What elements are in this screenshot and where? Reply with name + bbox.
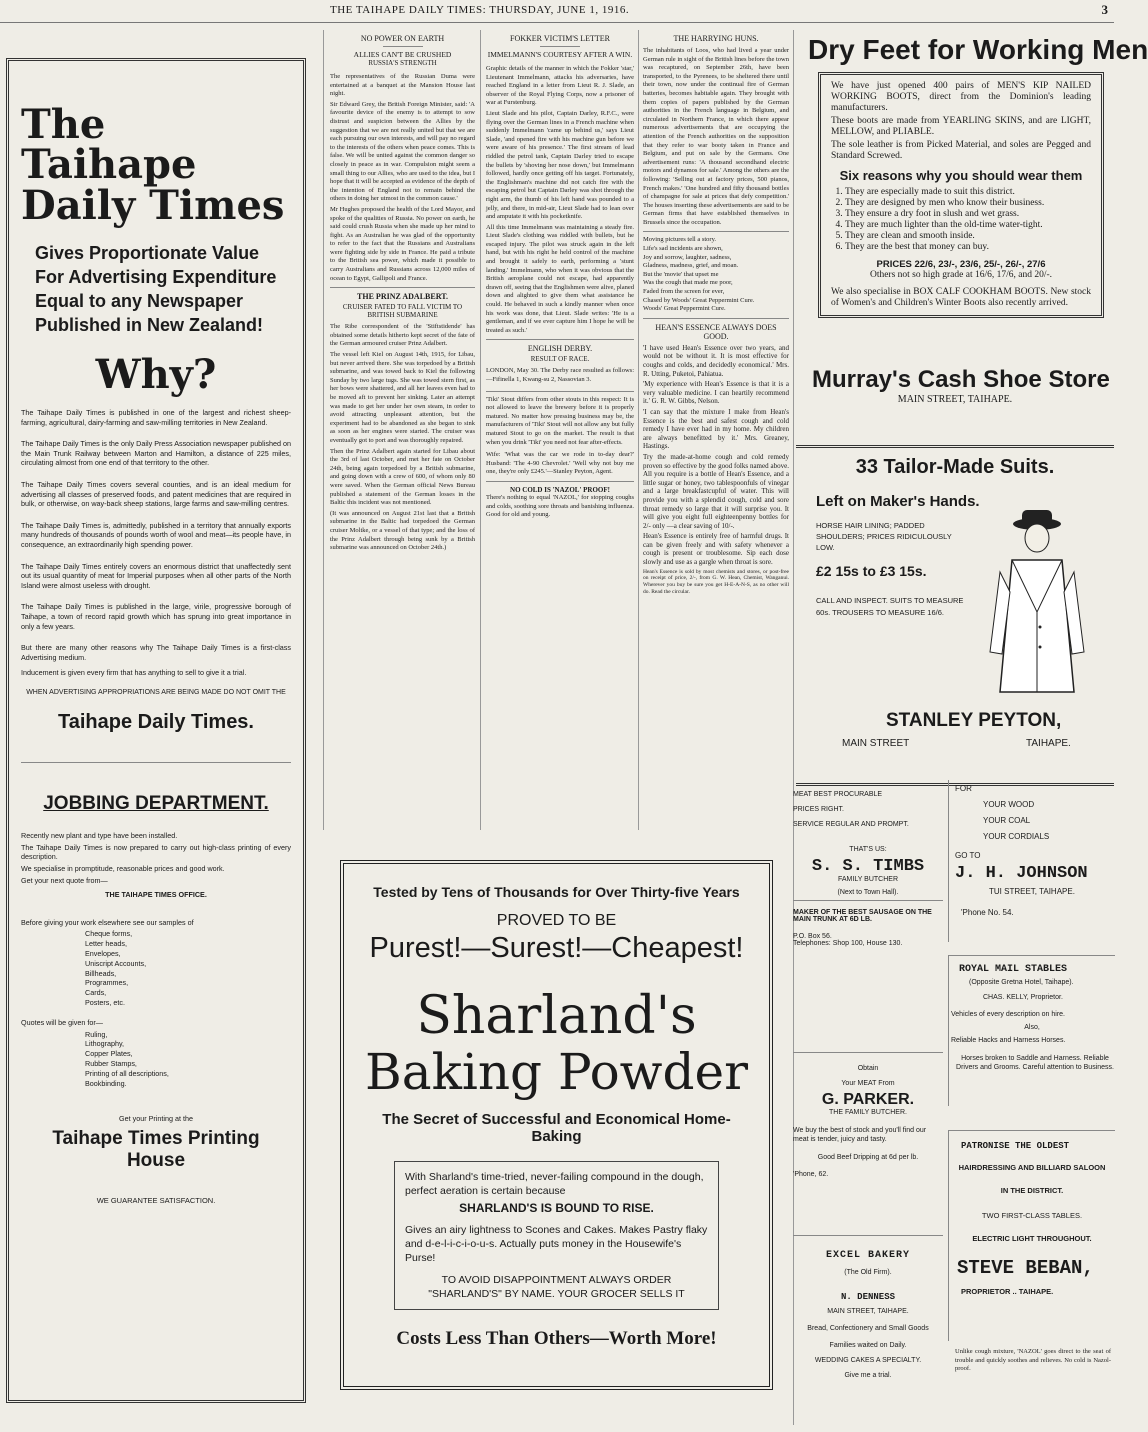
divider	[486, 339, 634, 340]
sausage-line: MAKER OF THE BEST SAUSAGE ON THE MAIN TRUNK AT 6D LB.	[793, 909, 932, 923]
address: MAIN STREET, TAIHAPE.	[827, 1308, 909, 1315]
phone: 'Phone, 62.	[793, 1171, 829, 1178]
reasons-text	[21, 408, 291, 678]
paragraph: The vessel left Kiel on August 14th, 1915, for Libau, but never arrived there. She was torpedoed by a British submarine, and was towed back to Kiel the following Sunday by two large tugs. She was towed stern first, as her bows were shattered, and all her leaves even had to be moved aft to prevent her sinking. Later an attempt was made to get her under her own steam, in order to avoid attracting unpleasant attention, but the experiment had to be abandoned as she began to sink as soon as her engines were started. The cruiser was eventually got to port and was thoroughly repaired.	[330, 351, 475, 444]
heans-essence-ad	[643, 344, 789, 596]
list-item: YOUR WOOD	[983, 800, 1035, 809]
article-body	[486, 65, 634, 335]
list-item: 5. They are clean and smooth inside.	[845, 231, 1091, 242]
prices: PRICES 22/6, 23/-, 23/6, 25/-, 26/-, 27/6	[876, 259, 1046, 270]
article-body	[330, 73, 475, 283]
paragraph: Recently new plant and type have been installed.	[21, 830, 178, 840]
stock-text: We buy the best of stock and you'll find our meat is tender, juicy and tasty.	[793, 1127, 927, 1143]
news-column-3	[486, 34, 634, 840]
trial-line: Give me a trial.	[844, 1372, 892, 1379]
list-item: Lithography,	[85, 1039, 125, 1049]
poem-line: Chased by Woods' Great Peppermint Cure.	[643, 296, 755, 304]
proprietor: CHAS. KELLY, Proprietor.	[983, 994, 1063, 1001]
subheadline: RESULT OF RACE.	[530, 355, 590, 364]
royal-mail-stables-ad	[948, 955, 1115, 1106]
divider	[643, 231, 789, 232]
butcher-trade: FAMILY BUTCHER	[837, 876, 899, 883]
info-text: Gives an airy lightness to Scones and Cakes. Makes Pastry flaky and d-e-l-i-c-i-o-u-s. Actually puts money in the Housewife's Purse!	[405, 1224, 708, 1264]
quotes-intro: Quotes will be given for—	[21, 1017, 103, 1027]
man-in-suit-illustration	[982, 502, 1092, 702]
paragraph: (It was announced on August 21st last that a British submarine in the Baltic had torpedoed the German cruiser Moltke, or a vessel of that type; and the loss of the Prinz Adalbert through being sunk by a British submarine was announced on October 24th.)	[330, 509, 475, 552]
steve-beban-ad	[948, 1130, 1115, 1341]
reasons-heading: Six reasons why you should wear them	[839, 168, 1083, 183]
nazol-footer-ad	[955, 1348, 1111, 1398]
patronise-line: PATRONISE THE OLDEST	[961, 1141, 1070, 1151]
poem-line: Was the cough that made me poor,	[643, 279, 733, 287]
your-meat-line: Your MEAT From	[841, 1080, 895, 1087]
tagline-line: Gives Proportionate Value	[35, 243, 260, 263]
paragraph: These boots are made from YEARLING SKINS, and are LIGHT, MELLOW, and PLIABLE.	[831, 116, 1091, 137]
divider	[540, 46, 580, 47]
paragraph: Try the made-at-home cough and cold remedy proven so effective by the good folks named above. All you require is a bottle of Hean's Essence, and a little sugar or honey, two tablespoonfuls of vinegar and a large breakfastcupful of water. This will provide you with a splendid cough, cold and sore throat remedy so large that it will surprise you. It will give you eight full eighteenpenny bottles for 2/- only —a clear saving of 10/-.	[643, 452, 789, 530]
samples-intro: Before giving your work elsewhere see our samples of	[21, 917, 194, 927]
list-item: Cards,	[85, 988, 107, 998]
list-item: Billheads,	[85, 968, 117, 978]
johnson-items	[983, 797, 1115, 845]
families-line: Families waited on Daily.	[829, 1342, 907, 1349]
column-rule	[638, 30, 639, 830]
headline: THE PRINZ ADALBERT.	[357, 292, 448, 302]
stables-name: ROYAL MAIL STABLES	[959, 964, 1068, 975]
bakery-name: EXCEL BAKERY	[825, 1250, 910, 1261]
paragraph: Get your next quote from—	[21, 876, 108, 886]
headline: HEAN'S ESSENCE ALWAYS DOES GOOD.	[655, 322, 777, 341]
list-item: Rubber Stamps,	[85, 1059, 137, 1069]
list-item: Envelopes,	[85, 949, 121, 959]
parker-ad	[793, 1052, 943, 1231]
divider	[793, 900, 943, 901]
district-line: IN THE DISTRICT.	[1000, 1186, 1064, 1195]
article-body	[330, 323, 475, 552]
murrays-ad	[800, 362, 1110, 422]
also-label: Also,	[1024, 1024, 1040, 1031]
store-address: MAIN STREET, TAIHAPE.	[897, 394, 1013, 405]
paragraph: But there are many other reasons why The Taihape Daily Times is a first-class Advertising medium.	[21, 643, 291, 662]
list-item: Copper Plates,	[85, 1049, 133, 1059]
butcher-name: S. S. TIMBS	[811, 857, 925, 876]
boots-box	[818, 72, 1104, 318]
paragraph: The Taihape Daily Times is, admittedly, published in a territory that annually exports many hundreds of thousands of pounds worth of wool and meat—its people have, in consequence, an extraordinarily high spending power.	[21, 520, 291, 549]
purest-line: Purest!—Surest!—Cheapest!	[369, 932, 744, 964]
paragraph: 'My experience with Hean's Essence is that it is a very valuable medicine. I can heartily recommend it.' G. R. W. Gibbs, Nelson.	[643, 380, 789, 406]
johnson-ad	[948, 780, 1115, 942]
paragraph: The Ribe correspondent of the 'Stiftstidende' has obtained some details hitherto kept secret of the fate of the German armoured cruiser Prinz Adalbert.	[330, 323, 475, 348]
telephones: Telephones: Shop 100, House 130.	[793, 940, 903, 947]
paragraph: The inhabitants of Loos, who had lived a year under German rule in sight of the British lines before the town was recaptured, on September 26th, have been transported, to the Pyrenees, to be sheltered there until their town, now under the continual fire of German batteries, becomes habitable again. They brought with them copies of papers published by the German authorities in the French language in Belgium, and circulated in Northern France, in which there appear numerous advertisements that are occupying the attention of the French authorities on the supposition that they refer to war booty taken in France and Belgium, and put on sale by the Germans. One advertisement runs: 'A thousand secondhand electric motors and dynamos for sale.' Among the others are the following: 'Selling out at factory prices, 500 pianos, French makes.' 'One hundred and fifty thousand bottles of champagne for sale at prices that defy competition.' The houses inserting these advertisements are said to be German firms that have established themselves in Brussels since the occupation.	[643, 47, 789, 226]
list-item: YOUR CORDIALS	[983, 832, 1050, 841]
list-item: 4. They are much lighter than the old-time water-tight.	[845, 220, 1091, 231]
cakes-line: WEDDING CAKES A SPECIALTY.	[814, 1357, 922, 1364]
list-item: YOUR COAL	[983, 816, 1031, 825]
dry-feet-ad	[800, 30, 1148, 360]
paragraph: The representatives of the Russian Duma were entertained at a banquet at the Mansion House last night.	[330, 73, 475, 98]
sharlands-info-box	[394, 1161, 719, 1310]
masthead	[0, 0, 1114, 23]
running-head: THE TAIHAPE DAILY TIMES: THURSDAY, JUNE 1, 1916.	[330, 4, 630, 16]
poem-line: But the 'movie' that upset me	[643, 270, 719, 278]
paragraph: Mr Hughes proposed the health of the Lord Mayor, and spoke of the qualities of Russia. No power on earth, he said could crush Russia when she made up her mind to fight. As an Australian he was glad of the opportunity to refer to the fact that the Russians and Australians were fighting side by side in France. He paid a tribute to the British sea power, which made it possible to carry Australians and Russians across 12,000 miles of ocean to Egypt, Gallipoli and France.	[330, 205, 475, 282]
bound-to-rise: SHARLAND'S IS BOUND TO RISE.	[459, 1201, 654, 1215]
list-item: Letter heads,	[85, 939, 127, 949]
service-line: Vehicles of every description on hire.	[951, 1011, 1066, 1018]
chevrolet-ad: Wife: 'What was the car we rode in to-day dear?' Husband: 'The 4-90 Chevrolet.' 'Well why not buy me one, they're only £245.'—Stanley Peyton, Agent.	[486, 451, 634, 476]
dripping-line: Good Beef Dripping at 6d per lb.	[817, 1154, 919, 1161]
reasons-list	[845, 187, 1091, 253]
tagline-line: Published in New Zealand!	[35, 315, 264, 335]
tagline-line: Equal to any Newspaper	[35, 291, 244, 311]
for-label: FOR	[955, 784, 972, 793]
peppermint-poem	[643, 236, 789, 313]
price-range: £2 15s to £3 15s.	[816, 563, 927, 579]
column-rule	[480, 30, 481, 830]
paragraph: Then the Prinz Adalbert again started for Libau about the 3rd of last October, and met her fate on October 24th, being again torpedoed by a British submarine, and going down with a crew of 600, of whom only 80 were saved. When the German official News Bureau published a statement of the German losses in the Baltic this incident was not mentioned.	[330, 447, 475, 507]
service-line: Reliable Hacks and Harness Horses.	[951, 1037, 1066, 1044]
saloon-line: HAIRDRESSING AND BILLIARD SALOON	[958, 1163, 1106, 1172]
poem-line: Woods' Great Peppermint Cure.	[643, 305, 726, 313]
list-item: Ruling,	[85, 1029, 108, 1039]
slogan-line: MEAT BEST PROCURABLE	[793, 791, 883, 798]
obtain-line: Obtain	[857, 1065, 879, 1072]
list-item: Printing of all descriptions,	[85, 1068, 169, 1078]
headline: FOKKER VICTIM'S LETTER	[510, 34, 610, 43]
list-item: Uniscript Accounts,	[85, 958, 147, 968]
paragraph: The Taihape Daily Times is published in the large, virile, progressive borough of Taihape, a town of record rapid growth which has sprung into great importance in only a few years.	[21, 602, 291, 631]
info-text: With Sharland's time-tried, never-failing compound in the dough, perfect aeration is certain because	[405, 1171, 704, 1197]
poem-line: Faded from the screen for ever,	[643, 288, 725, 296]
jobbing-title: JOBBING DEPARTMENT.	[43, 792, 269, 814]
call-inspect: CALL AND INSPECT. SUITS TO MEASURE 60s. TROUSERS TO MEASURE 16/6.	[816, 596, 964, 617]
subheadline: RUSSIA'S STRENGTH	[368, 59, 437, 67]
list-item: 6. They are the best that money can buy.	[845, 242, 1091, 253]
left-line: Left on Maker's Hands.	[816, 493, 980, 510]
subheadline: CRUISER FATED TO FALL VICTIM TO BRITISH SUBMARINE	[342, 303, 463, 320]
go-to-label: GO TO	[955, 851, 981, 860]
paragraph: We specialise in promptitude, reasonable prices and good work.	[21, 864, 225, 874]
news-column-4	[643, 34, 789, 846]
old-firm: (The Old Firm).	[844, 1269, 892, 1276]
slogan-line: PRICES RIGHT.	[793, 806, 844, 813]
merchant-name: J. H. JOHNSON	[955, 864, 1088, 883]
tables-line: TWO FIRST-CLASS TABLES.	[981, 1211, 1083, 1220]
signature: Taihape Daily Times.	[57, 710, 254, 733]
nazol-headline: NO COLD IS 'NAZOL' PROOF!	[510, 485, 610, 494]
proved-line: PROVED TO BE	[496, 912, 617, 929]
owner-name: N. DENNESS	[840, 1292, 895, 1302]
butcher-trade: THE FAMILY BUTCHER.	[829, 1109, 907, 1116]
list-item: Cheque forms,	[85, 929, 133, 939]
divider	[21, 762, 291, 763]
headline: ENGLISH DERBY.	[527, 344, 593, 354]
poem-line: Moving pictures tell a story.	[643, 236, 717, 244]
paragraph: The Taihape Daily Times is the only Daily Press Association newspaper published on the Main Trunk Railway between Marton and Hamilton, a distance of 225 miles, circulating almost from one end of that territory to the other.	[21, 439, 291, 468]
paragraph: The Taihape Daily Times is published in one of the largest and richest sheep-farming, agricultural, dairy-farming and saw-milling territories in New Zealand.	[21, 408, 291, 427]
suit-description: HORSE HAIR LINING; PADDED SHOULDERS; PRICES RIDICULOUSLY LOW.	[816, 521, 952, 552]
derby-result: LONDON, May 30. The Derby race resulted as follows:—Fifinella 1, Kwang-su 2, Nassovian 3.	[486, 367, 634, 383]
paragraph: Hean's Essence is entirely free of harmful drugs. It can be given freely and with safety whenever a cough is present or troublesome. Sip each dose slowly and use as a gargle when throat is sore.	[643, 532, 789, 567]
divider	[486, 481, 634, 482]
list-item: Bookbinding.	[85, 1078, 127, 1088]
poem-line: Gladness, madness, grief, and moan.	[643, 262, 739, 270]
page-number: 3	[1101, 2, 1108, 17]
office-name: THE TAIHAPE TIMES OFFICE.	[105, 889, 207, 899]
paragraph: The Taihape Daily Times covers several counties, and is an ideal medium for advertising all classes of preserved foods, and patent medicines that are required in bulk, or otherwise, on way-back sheep stations, large farms and saw-milling centres.	[21, 479, 291, 509]
paragraph: All this time Immelmann was maintaining a steady fire. Lieut Slade's clothing was riddled with bullets, but he escaped injury. The pilot was struck again in the left hand, but with his right he held control of the machine and brought it safely to earth, performing a 'stunt landing.' Immelmann, who when it was obvious that the British aeroplane could not escape, had apparently drawn off, seeing that the Englishmen were alive, planed down and alighted to give them what assistance he could. He behaved in such a kindly manner when once his work was done, that Lieut. Slade writes: 'He is a gentleman, and if we ever capture him I hope he will be treated as such.'	[486, 223, 634, 334]
list-item: 2. They are designed by men who know their business.	[845, 198, 1091, 209]
paper-title-line2: Daily Times	[21, 182, 285, 229]
samples-list	[85, 929, 291, 1007]
order-line: TO AVOID DISAPPOINTMENT ALWAYS ORDER "SHARLAND'S" BY NAME. YOUR GROCER SELLS IT	[428, 1274, 685, 1300]
divider	[643, 318, 789, 319]
nazol-ad: There's nothing to equal 'NAZOL,' for stopping coughs and colds, soothing sore throats and banishing influenza. Good for old and young.	[486, 493, 634, 519]
paragraph: 'I can say that the mixture I make from Hean's Essence is the best and safest cough and cold remedy I have ever had in my home. My children are always benefitted by it.' Mrs. Greaney, Hastings.	[643, 407, 789, 451]
location-note: (Next to Town Hall).	[837, 889, 899, 896]
jobbing-text	[21, 831, 291, 1124]
divider	[330, 287, 475, 288]
divider	[383, 46, 423, 47]
tagline	[35, 241, 291, 337]
get-printing: Get your Printing at the	[119, 1114, 193, 1124]
specialise-text: We also specialise in BOX CALF COOKHAM BOOTS. New stock of Women's and Children's Winter Boots also recently arrived.	[831, 287, 1091, 308]
tested-line: Tested by Tens of Thousands for Over Thirty-five Years	[373, 884, 740, 900]
po-box: P.O. Box 56.	[793, 933, 832, 940]
news-column-2	[330, 34, 475, 834]
paragraph: 'I have used Hean's Essence over two years, and would not be without it. It is most effective for coughs and colds, and decidedly economical.' Mrs. R. Utting, Puketoi, Pahiatua.	[643, 343, 789, 378]
why-heading: Why?	[95, 351, 217, 398]
secret-line: The Secret of Successful and Economical Home-Baking	[382, 1111, 731, 1145]
location-note: (Opposite Gretna Hotel, Taihape).	[969, 979, 1074, 986]
poem-line: Joy and sorrow, laughter, sadness,	[643, 253, 732, 261]
proprietor-line: PROPRIETOR .. TAIHAPE.	[961, 1287, 1054, 1296]
brand-name: Sharland's	[416, 986, 697, 1046]
list-item: Posters, etc.	[85, 998, 125, 1008]
taihape-times-ad	[6, 58, 306, 1403]
guarantee: WE GUARANTEE SATISFACTION.	[96, 1196, 216, 1206]
stanley-peyton-ad	[796, 445, 1114, 786]
thats-us: THAT'S US:	[849, 846, 887, 853]
subheadline: ALLIES CAN'T BE CRUSHED	[353, 50, 452, 59]
list-item: Programmes,	[85, 978, 129, 988]
timbs-ad	[793, 785, 943, 1045]
store-name: Murray's Cash Shoe Store	[812, 366, 1110, 393]
column-rule	[323, 30, 324, 830]
paragraph: The sole leather is from Picked Material, and soles are Pegged and Standard Screwed.	[831, 140, 1091, 161]
butcher-name: G. PARKER.	[821, 1091, 915, 1108]
divider	[486, 391, 634, 392]
costs-line: Costs Less Than Others—Worth More!	[396, 1328, 717, 1349]
paragraph: Lieut Slade and his pilot, Captain Darley, R.F.C., were flying over the German lines in a French machine when suddenly Immelmann 'came up behind us,' says Lieut Slade, 'and opened fire with his machine gun before we were aware of his presence.' The first stream of lead riddled the petrol tank, Captain Darley tried to escape the bullets by 'shoving her nose down,' but Immelmann followed, hardly once getting off his target. Fortunately, the Englishman's machine did not catch fire with the escaping petrol but Captain Darley was shot through the right arm, the thumb of his left hand was pounded to a jelly, and there, in mid-air, Lieut Slade had to lean over and amputate it with his pocketknife.	[486, 109, 634, 221]
proprietor-name: STEVE BEBAN,	[957, 1257, 1094, 1279]
nazol-text: Unlike cough mixture, 'NAZOL' goes direct to the seat of trouble and quickly soothes and relieves. No cold is Nazol-proof.	[955, 1348, 1111, 1373]
paragraph: The Taihape Daily Times is now prepared to carry out high-class printing of every description.	[21, 842, 291, 862]
paragraph: Hean's Essence is sold by most chemists and stores, or post-free on receipt of price, 2/-, from G. W. Hean, Chemist, Wanganui. Wherever you buy be sure you get H-E-A-N-S, as no other will do. Read the circular.	[643, 568, 789, 596]
printing-house: Taihape Times Printing House	[52, 1128, 260, 1172]
tailor-street: MAIN STREET	[842, 738, 910, 749]
product-name: Baking Powder	[365, 1043, 748, 1101]
subheadline: IMMELMANN'S COURTESY AFTER A WIN.	[487, 50, 633, 59]
goods-line: Bread, Confectionery and Small Goods	[807, 1325, 929, 1332]
ad-title: 33 Tailor-Made Suits.	[855, 456, 1055, 478]
headline: NO POWER ON EARTH	[360, 34, 445, 43]
list-item: 3. They ensure a dry foot in slush and wet grass.	[845, 209, 1091, 220]
tiki-stout-ad: 'Tiki' Stout differs from other stouts in this respect: It is not allowed to leave the brewery before it is properly matured. No matter how pressing business may be, the manufacturers of 'Tiki' Stout will not allow any but fully matured Stout to go on the market. The result is that when you drink 'Tiki' you need not fear after-effects.	[486, 395, 634, 446]
quotes-list	[85, 1030, 291, 1089]
paragraph: Inducement is given every firm that has anything to sell to give it a trial.	[21, 668, 247, 678]
when-line: WHEN ADVERTISING APPROPRIATIONS ARE BEING MADE DO NOT OMIT THE	[26, 688, 286, 696]
phone: 'Phone No. 54.	[961, 908, 1014, 917]
poem-line: Life's sad incidents are shown,	[643, 245, 723, 253]
other-prices: Others not so high grade at 16/6, 17/6, and 20/-.	[869, 270, 1053, 280]
electric-line: ELECTRIC LIGHT THROUGHOUT.	[972, 1234, 1092, 1243]
headline: THE HARRYING HUNS.	[673, 34, 759, 43]
article-body	[643, 47, 789, 227]
tailor-name: STANLEY PEYTON,	[886, 710, 1062, 731]
sharlands-ad	[340, 860, 773, 1390]
paragraph: Sir Edward Grey, the British Foreign Minister, said: 'A favourite device of the enemy is to attempt to sow distrust and suspicion between the Allies by the suggestion that we are not really united but that we are each pursuing our own interests, and will pay no regard to the interests of the others when peace comes. This is false. We will be united against the common danger so closely in peace as in war. Compulsion might seem a small thing to our Allies, who are used to the idea, but I hope that it will be accepted as evidence of the depth of the intention of England not to remain behind the others in doing her utmost in the common cause.'	[330, 100, 475, 203]
ad-title: Dry Feet for Working Men	[808, 34, 1148, 65]
service-line: Horses broken to Saddle and Harness. Reliable Drivers and Grooms. Careful attention to Business.	[956, 1055, 1114, 1071]
list-item: 1. They are especially made to suit this district.	[845, 187, 1091, 198]
tailor-town: TAIHAPE.	[1026, 738, 1071, 749]
excel-bakery-ad	[793, 1235, 943, 1401]
paragraph: We have just opened 400 pairs of MEN'S KIP NAILED WORKING BOOTS, direct from the Dominion's leading manufacturers.	[831, 81, 1091, 113]
tagline-line: For Advertising Expenditure	[35, 267, 277, 287]
paragraph: The Taihape Daily Times entirely covers an enormous district that unaffectedly sent out its usual quantity of meat for Imperial purposes when all other parts of the North Island were almost useless with drought.	[21, 561, 291, 590]
paper-title-line1: The Taihape	[21, 101, 197, 188]
address: TUI STREET, TAIHAPE.	[989, 887, 1075, 896]
slogan-line: SERVICE REGULAR AND PROMPT.	[793, 821, 909, 828]
paragraph: Graphic details of the manner in which the Fokker 'star,' Lieutenant Immelmann, attacks his adversaries, have reached England in a letter from Lieut R. J. Slade, an observer of the Royal Flying Corps, now a prisoner of war at Furstenburg.	[486, 65, 634, 107]
